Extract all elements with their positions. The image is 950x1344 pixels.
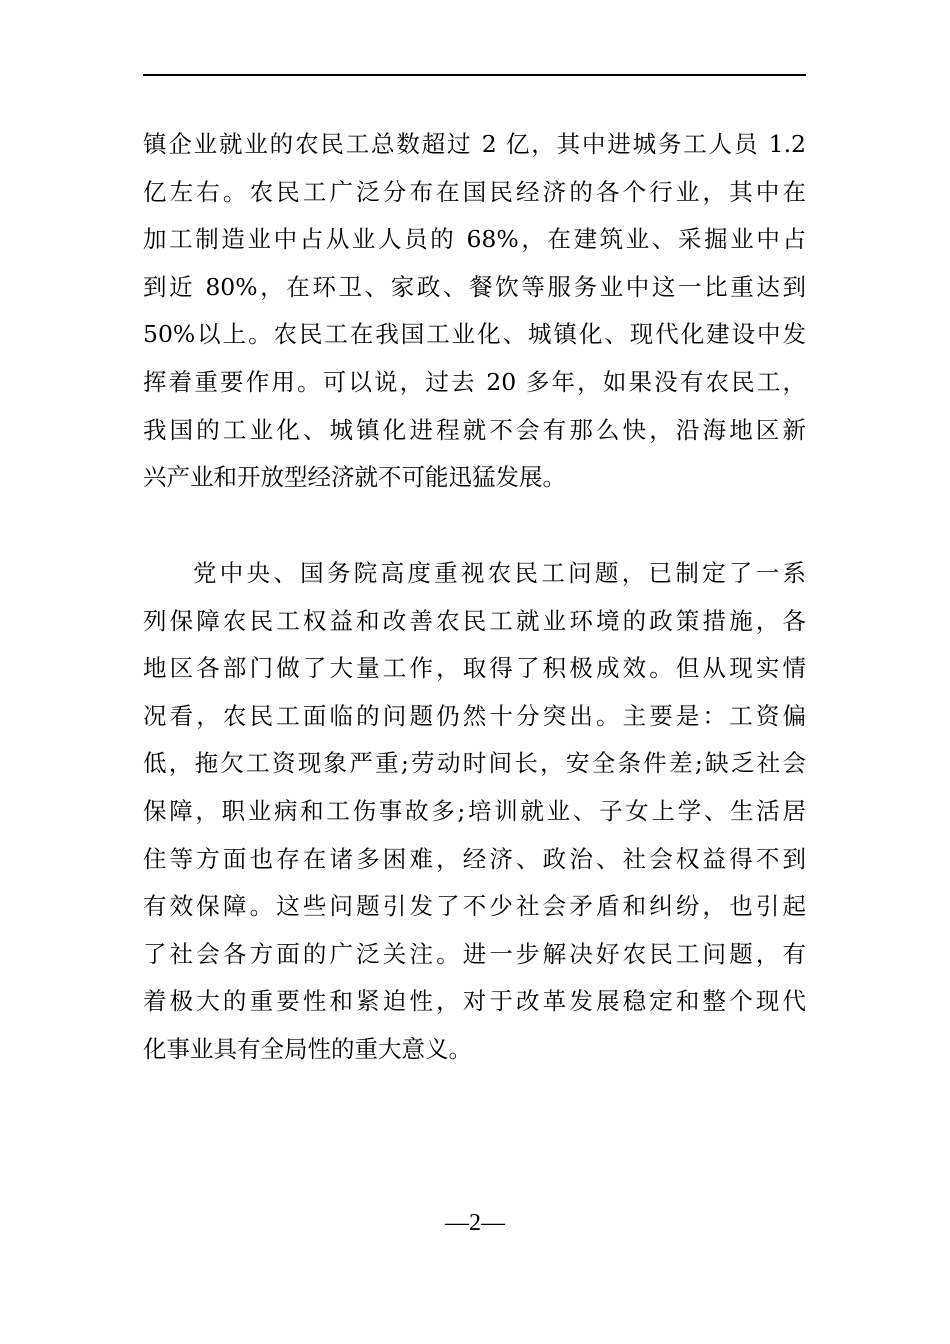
text-line: 住等方面也存在诸多困难，经济、政治、社会权益得不到 <box>143 844 806 873</box>
text-line: 加工制造业中占从业人员的 68%，在建筑业、采掘业中占 <box>143 225 806 254</box>
text-line: 兴产业和开放型经济就不可能迅猛发展。 <box>143 463 566 492</box>
paragraph-2 <box>143 550 806 1074</box>
text-line: 50%以上。农民工在我国工业化、城镇化、现代化建设中发 <box>143 320 806 349</box>
text-line: 列保障农民工权益和改善农民工就业环境的政策措施，各 <box>143 606 806 635</box>
text-line: 到近 80%，在环卫、家政、餐饮等服务业中这一比重达到 <box>143 272 806 301</box>
text-line: 镇企业就业的农民工总数超过 2 亿，其中进城务工人员 1.2 <box>143 130 806 158</box>
text-line: 着极大的重要性和紧迫性，对于改革发展稳定和整个现代 <box>143 987 806 1016</box>
text-line: 亿左右。农民工广泛分布在国民经济的各个行业，其中在 <box>143 177 806 206</box>
text-line: 了社会各方面的广泛关注。进一步解决好农民工问题，有 <box>143 939 806 968</box>
text-line: 挥着重要作用。可以说，过去 20 多年，如果没有农民工， <box>143 367 806 396</box>
text-line: 地区各部门做了大量工作，取得了积极成效。但从现实情 <box>143 654 806 683</box>
text-line: 党中央、国务院高度重视农民工问题，已制定了一系 <box>193 559 806 587</box>
header-rule <box>143 74 806 76</box>
text-line: 保障，职业病和工伤事故多;培训就业、子女上学、生活居 <box>143 796 806 825</box>
page-number: —2— <box>445 1210 505 1236</box>
text-line: 有效保障。这些问题引发了不少社会矛盾和纠纷，也引起 <box>143 892 806 921</box>
text-line: 化事业具有全局性的重大意义。 <box>143 1034 472 1063</box>
text-line: 况看，农民工面临的问题仍然十分突出。主要是：工资偏 <box>143 701 806 730</box>
paragraph-1 <box>143 121 806 502</box>
text-line: 我国的工业化、城镇化进程就不会有那么快，沿海地区新 <box>143 415 806 444</box>
text-line: 低，拖欠工资现象严重;劳动时间长，安全条件差;缺乏社会 <box>143 749 806 778</box>
